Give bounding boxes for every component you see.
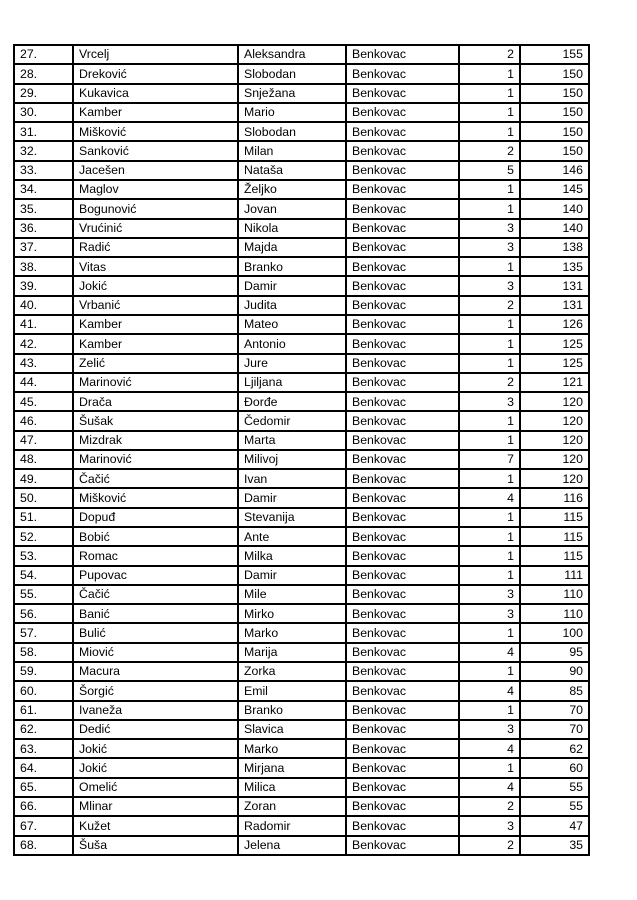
cell-num: 36. [14, 219, 73, 238]
cell-num: 48. [14, 450, 73, 469]
table-row [14, 758, 589, 777]
cell-score: 70 [520, 720, 589, 739]
cell-place: Benkovac [346, 431, 459, 450]
table-row [14, 797, 589, 816]
cell-place: Benkovac [346, 681, 459, 700]
table-row [14, 180, 589, 199]
cell-num: 37. [14, 238, 73, 257]
cell-surname: Romac [73, 546, 238, 565]
table-row [14, 816, 589, 835]
cell-first-name: Jovan [238, 199, 346, 218]
cell-first-name: Milka [238, 546, 346, 565]
cell-surname: Vrućinić [73, 219, 238, 238]
cell-surname: Maglov [73, 180, 238, 199]
cell-count: 1 [459, 527, 520, 546]
cell-num: 45. [14, 392, 73, 411]
table-row [14, 778, 589, 797]
cell-place: Benkovac [346, 411, 459, 430]
cell-first-name: Mirko [238, 604, 346, 623]
cell-score: 150 [520, 103, 589, 122]
cell-place: Benkovac [346, 546, 459, 565]
cell-first-name: Željko [238, 180, 346, 199]
cell-first-name: Judita [238, 296, 346, 315]
cell-surname: Šušak [73, 411, 238, 430]
cell-surname: Drača [73, 392, 238, 411]
table-row [14, 450, 589, 469]
cell-first-name: Milan [238, 141, 346, 160]
cell-count: 1 [459, 758, 520, 777]
cell-score: 35 [520, 836, 589, 855]
cell-score: 62 [520, 739, 589, 758]
cell-count: 4 [459, 488, 520, 507]
cell-surname: Šuša [73, 836, 238, 855]
cell-surname: Dedić [73, 720, 238, 739]
cell-score: 126 [520, 315, 589, 334]
cell-place: Benkovac [346, 103, 459, 122]
table-row [14, 623, 589, 642]
cell-place: Benkovac [346, 238, 459, 257]
cell-count: 3 [459, 816, 520, 835]
cell-count: 1 [459, 354, 520, 373]
table-row [14, 488, 589, 507]
cell-first-name: Zorka [238, 662, 346, 681]
cell-surname: Kužet [73, 816, 238, 835]
cell-place: Benkovac [346, 276, 459, 295]
cell-place: Benkovac [346, 527, 459, 546]
cell-place: Benkovac [346, 84, 459, 103]
cell-score: 155 [520, 45, 589, 64]
cell-surname: Čačić [73, 585, 238, 604]
cell-first-name: Čedomir [238, 411, 346, 430]
cell-count: 1 [459, 64, 520, 83]
cell-score: 125 [520, 334, 589, 353]
cell-surname: Ivaneža [73, 701, 238, 720]
cell-num: 57. [14, 623, 73, 642]
cell-num: 33. [14, 161, 73, 180]
cell-num: 60. [14, 681, 73, 700]
table-row [14, 411, 589, 430]
cell-place: Benkovac [346, 758, 459, 777]
cell-surname: Mišković [73, 488, 238, 507]
cell-place: Benkovac [346, 508, 459, 527]
cell-num: 43. [14, 354, 73, 373]
cell-first-name: Ante [238, 527, 346, 546]
cell-place: Benkovac [346, 739, 459, 758]
cell-surname: Zelić [73, 354, 238, 373]
cell-place: Benkovac [346, 836, 459, 855]
cell-place: Benkovac [346, 122, 459, 141]
cell-surname: Bobić [73, 527, 238, 546]
cell-num: 66. [14, 797, 73, 816]
table-row [14, 373, 589, 392]
cell-first-name: Radomir [238, 816, 346, 835]
cell-count: 1 [459, 701, 520, 720]
cell-score: 120 [520, 392, 589, 411]
cell-first-name: Milivoj [238, 450, 346, 469]
table-row [14, 354, 589, 373]
table-row [14, 276, 589, 295]
cell-num: 61. [14, 701, 73, 720]
cell-score: 150 [520, 122, 589, 141]
cell-count: 5 [459, 161, 520, 180]
table-row [14, 546, 589, 565]
cell-surname: Kamber [73, 103, 238, 122]
cell-count: 1 [459, 469, 520, 488]
cell-num: 68. [14, 836, 73, 855]
cell-score: 150 [520, 141, 589, 160]
cell-num: 56. [14, 604, 73, 623]
table-row [14, 238, 589, 257]
cell-score: 100 [520, 623, 589, 642]
table-row [14, 45, 589, 64]
cell-count: 2 [459, 836, 520, 855]
cell-count: 1 [459, 199, 520, 218]
cell-num: 31. [14, 122, 73, 141]
cell-count: 1 [459, 566, 520, 585]
cell-count: 3 [459, 392, 520, 411]
cell-num: 65. [14, 778, 73, 797]
cell-first-name: Stevanija [238, 508, 346, 527]
results-table [13, 44, 590, 856]
cell-first-name: Mario [238, 103, 346, 122]
cell-place: Benkovac [346, 373, 459, 392]
cell-first-name: Antonio [238, 334, 346, 353]
cell-surname: Jacešen [73, 161, 238, 180]
cell-score: 150 [520, 64, 589, 83]
cell-score: 138 [520, 238, 589, 257]
table-row [14, 662, 589, 681]
cell-score: 145 [520, 180, 589, 199]
cell-score: 140 [520, 199, 589, 218]
table-row [14, 604, 589, 623]
cell-score: 120 [520, 469, 589, 488]
cell-surname: Jokić [73, 739, 238, 758]
cell-place: Benkovac [346, 643, 459, 662]
cell-count: 4 [459, 778, 520, 797]
cell-num: 44. [14, 373, 73, 392]
cell-first-name: Milica [238, 778, 346, 797]
cell-num: 34. [14, 180, 73, 199]
cell-first-name: Slobodan [238, 122, 346, 141]
cell-score: 60 [520, 758, 589, 777]
table-row [14, 701, 589, 720]
cell-score: 95 [520, 643, 589, 662]
table-row [14, 103, 589, 122]
cell-place: Benkovac [346, 161, 459, 180]
cell-count: 1 [459, 623, 520, 642]
cell-surname: Bogunović [73, 199, 238, 218]
cell-first-name: Branko [238, 701, 346, 720]
cell-count: 4 [459, 739, 520, 758]
cell-num: 46. [14, 411, 73, 430]
cell-first-name: Marko [238, 739, 346, 758]
cell-place: Benkovac [346, 334, 459, 353]
cell-surname: Omelić [73, 778, 238, 797]
cell-first-name: Nikola [238, 219, 346, 238]
table-row [14, 720, 589, 739]
table-row [14, 141, 589, 160]
cell-first-name: Zoran [238, 797, 346, 816]
cell-score: 150 [520, 84, 589, 103]
cell-place: Benkovac [346, 45, 459, 64]
cell-place: Benkovac [346, 450, 459, 469]
cell-count: 2 [459, 296, 520, 315]
cell-count: 1 [459, 411, 520, 430]
cell-surname: Banić [73, 604, 238, 623]
table-row [14, 64, 589, 83]
table-row [14, 392, 589, 411]
cell-first-name: Branko [238, 257, 346, 276]
cell-surname: Miović [73, 643, 238, 662]
cell-count: 4 [459, 643, 520, 662]
cell-first-name: Damir [238, 566, 346, 585]
cell-surname: Macura [73, 662, 238, 681]
cell-num: 41. [14, 315, 73, 334]
table-row [14, 315, 589, 334]
cell-first-name: Marta [238, 431, 346, 450]
cell-count: 1 [459, 431, 520, 450]
cell-place: Benkovac [346, 662, 459, 681]
table-row [14, 508, 589, 527]
cell-surname: Vitas [73, 257, 238, 276]
cell-count: 3 [459, 720, 520, 739]
table-row [14, 681, 589, 700]
cell-first-name: Mateo [238, 315, 346, 334]
cell-num: 63. [14, 739, 73, 758]
cell-count: 1 [459, 180, 520, 199]
cell-first-name: Majda [238, 238, 346, 257]
cell-score: 131 [520, 276, 589, 295]
cell-score: 90 [520, 662, 589, 681]
cell-place: Benkovac [346, 199, 459, 218]
cell-score: 47 [520, 816, 589, 835]
cell-place: Benkovac [346, 315, 459, 334]
cell-surname: Mizdrak [73, 431, 238, 450]
cell-first-name: Damir [238, 276, 346, 295]
cell-count: 1 [459, 508, 520, 527]
cell-surname: Dreković [73, 64, 238, 83]
cell-score: 135 [520, 257, 589, 276]
table-row [14, 296, 589, 315]
cell-first-name: Ljiljana [238, 373, 346, 392]
cell-score: 115 [520, 508, 589, 527]
cell-surname: Marinović [73, 450, 238, 469]
cell-surname: Kamber [73, 315, 238, 334]
cell-first-name: Đorđe [238, 392, 346, 411]
cell-surname: Vrbanić [73, 296, 238, 315]
cell-surname: Marinović [73, 373, 238, 392]
cell-count: 1 [459, 103, 520, 122]
cell-place: Benkovac [346, 354, 459, 373]
cell-num: 29. [14, 84, 73, 103]
cell-first-name: Slavica [238, 720, 346, 739]
table-row [14, 122, 589, 141]
cell-count: 2 [459, 797, 520, 816]
cell-count: 1 [459, 546, 520, 565]
cell-num: 49. [14, 469, 73, 488]
cell-first-name: Marija [238, 643, 346, 662]
cell-place: Benkovac [346, 566, 459, 585]
cell-place: Benkovac [346, 701, 459, 720]
cell-first-name: Aleksandra [238, 45, 346, 64]
cell-first-name: Slobodan [238, 64, 346, 83]
cell-num: 42. [14, 334, 73, 353]
cell-surname: Sanković [73, 141, 238, 160]
cell-num: 58. [14, 643, 73, 662]
cell-score: 116 [520, 488, 589, 507]
cell-count: 1 [459, 662, 520, 681]
cell-num: 35. [14, 199, 73, 218]
cell-count: 2 [459, 45, 520, 64]
cell-place: Benkovac [346, 141, 459, 160]
cell-score: 120 [520, 450, 589, 469]
table-row [14, 836, 589, 855]
table-row [14, 527, 589, 546]
table-row [14, 84, 589, 103]
cell-count: 1 [459, 257, 520, 276]
cell-place: Benkovac [346, 257, 459, 276]
cell-place: Benkovac [346, 816, 459, 835]
cell-surname: Jokić [73, 276, 238, 295]
cell-score: 55 [520, 778, 589, 797]
cell-place: Benkovac [346, 488, 459, 507]
cell-num: 40. [14, 296, 73, 315]
cell-num: 67. [14, 816, 73, 835]
cell-first-name: Snježana [238, 84, 346, 103]
cell-surname: Kukavica [73, 84, 238, 103]
cell-first-name: Mile [238, 585, 346, 604]
cell-first-name: Mirjana [238, 758, 346, 777]
cell-num: 38. [14, 257, 73, 276]
cell-surname: Radić [73, 238, 238, 257]
cell-count: 2 [459, 373, 520, 392]
results-table-body [14, 45, 589, 855]
cell-num: 30. [14, 103, 73, 122]
cell-score: 125 [520, 354, 589, 373]
cell-count: 7 [459, 450, 520, 469]
table-row [14, 161, 589, 180]
table-row [14, 469, 589, 488]
cell-count: 2 [459, 141, 520, 160]
table-row [14, 257, 589, 276]
cell-first-name: Marko [238, 623, 346, 642]
cell-count: 3 [459, 604, 520, 623]
cell-num: 47. [14, 431, 73, 450]
cell-place: Benkovac [346, 778, 459, 797]
cell-surname: Šorgić [73, 681, 238, 700]
cell-num: 39. [14, 276, 73, 295]
cell-first-name: Emil [238, 681, 346, 700]
table-row [14, 566, 589, 585]
cell-place: Benkovac [346, 604, 459, 623]
cell-place: Benkovac [346, 64, 459, 83]
cell-num: 59. [14, 662, 73, 681]
cell-surname: Jokić [73, 758, 238, 777]
cell-count: 1 [459, 334, 520, 353]
cell-num: 53. [14, 546, 73, 565]
cell-score: 140 [520, 219, 589, 238]
cell-num: 62. [14, 720, 73, 739]
cell-place: Benkovac [346, 296, 459, 315]
cell-num: 27. [14, 45, 73, 64]
cell-place: Benkovac [346, 585, 459, 604]
cell-num: 51. [14, 508, 73, 527]
cell-first-name: Jure [238, 354, 346, 373]
table-row [14, 334, 589, 353]
table-row [14, 585, 589, 604]
table-row [14, 643, 589, 662]
cell-score: 85 [520, 681, 589, 700]
cell-num: 32. [14, 141, 73, 160]
cell-place: Benkovac [346, 180, 459, 199]
cell-place: Benkovac [346, 720, 459, 739]
cell-surname: Mišković [73, 122, 238, 141]
cell-count: 3 [459, 219, 520, 238]
cell-score: 146 [520, 161, 589, 180]
table-row [14, 739, 589, 758]
cell-count: 1 [459, 122, 520, 141]
cell-num: 64. [14, 758, 73, 777]
cell-num: 28. [14, 64, 73, 83]
cell-surname: Čačić [73, 469, 238, 488]
cell-score: 110 [520, 604, 589, 623]
cell-first-name: Damir [238, 488, 346, 507]
cell-first-name: Jelena [238, 836, 346, 855]
cell-surname: Vrcelj [73, 45, 238, 64]
cell-score: 121 [520, 373, 589, 392]
cell-score: 131 [520, 296, 589, 315]
table-row [14, 199, 589, 218]
cell-score: 115 [520, 546, 589, 565]
cell-first-name: Nataša [238, 161, 346, 180]
cell-score: 55 [520, 797, 589, 816]
cell-score: 70 [520, 701, 589, 720]
cell-num: 55. [14, 585, 73, 604]
cell-count: 4 [459, 681, 520, 700]
cell-count: 3 [459, 585, 520, 604]
cell-place: Benkovac [346, 469, 459, 488]
cell-score: 120 [520, 411, 589, 430]
cell-surname: Kamber [73, 334, 238, 353]
cell-score: 110 [520, 585, 589, 604]
cell-place: Benkovac [346, 392, 459, 411]
cell-num: 54. [14, 566, 73, 585]
cell-surname: Pupovac [73, 566, 238, 585]
cell-first-name: Ivan [238, 469, 346, 488]
cell-score: 111 [520, 566, 589, 585]
cell-count: 1 [459, 315, 520, 334]
cell-surname: Dopuđ [73, 508, 238, 527]
cell-place: Benkovac [346, 219, 459, 238]
cell-score: 120 [520, 431, 589, 450]
cell-num: 50. [14, 488, 73, 507]
cell-surname: Mlinar [73, 797, 238, 816]
cell-score: 115 [520, 527, 589, 546]
cell-count: 3 [459, 238, 520, 257]
cell-count: 1 [459, 84, 520, 103]
cell-count: 3 [459, 276, 520, 295]
cell-place: Benkovac [346, 797, 459, 816]
table-row [14, 219, 589, 238]
cell-num: 52. [14, 527, 73, 546]
table-row [14, 431, 589, 450]
cell-surname: Bulić [73, 623, 238, 642]
cell-place: Benkovac [346, 623, 459, 642]
